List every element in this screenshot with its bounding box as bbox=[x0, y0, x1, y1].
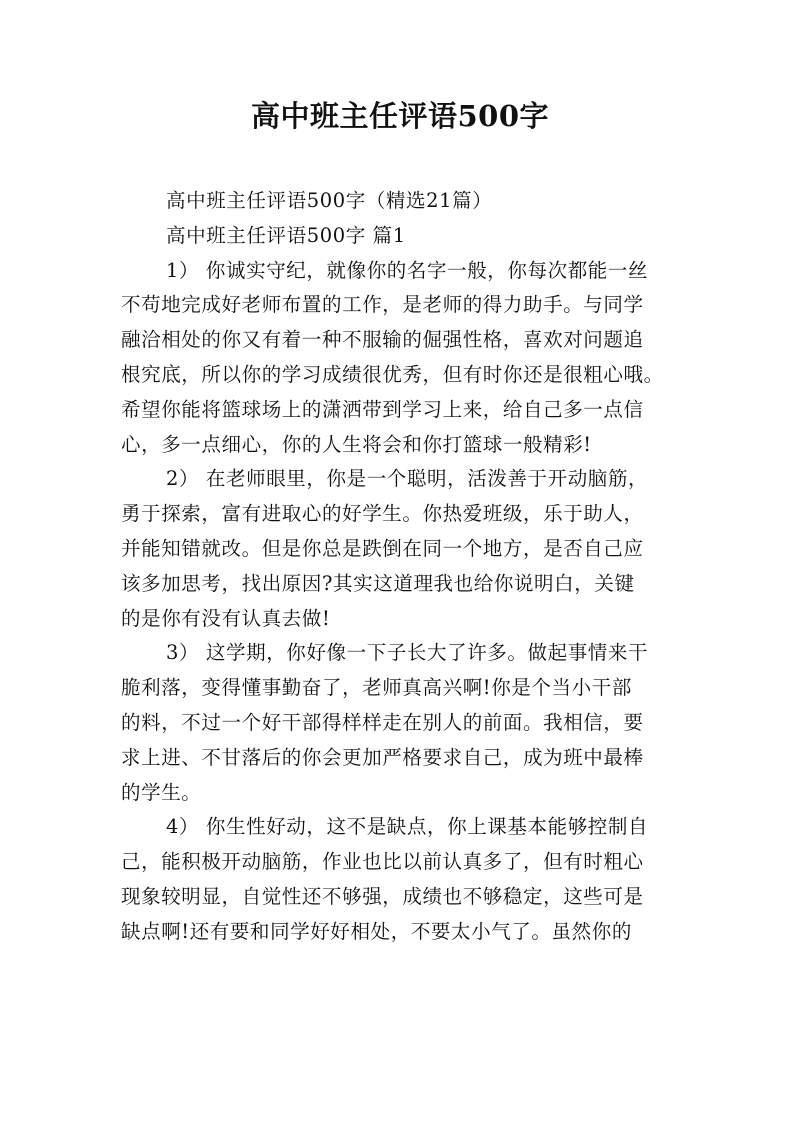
paragraph-line: 的学生。 bbox=[121, 780, 202, 804]
paragraph-line: 心，多一点细心，你的人生将会和你打篮球一般精彩! bbox=[121, 432, 592, 456]
paragraph-3 bbox=[121, 636, 686, 810]
paragraph-line: 该多加思考，找出原因?其实这道理我也给你说明白，关键 bbox=[121, 571, 635, 595]
paragraph-line: 现象较明显，自觉性还不够强，成绩也不够稳定，这些可是 bbox=[121, 884, 644, 908]
paragraph-2 bbox=[121, 462, 686, 636]
paragraph-line: 脆利落，变得懂事勤奋了，老师真高兴啊!你是个当小干部 bbox=[121, 676, 632, 700]
paragraph-line: 并能知错就改。但是你总是跌倒在同一个地方，是否自己应 bbox=[121, 536, 644, 560]
paragraph-line: 1） 你诚实守纪，就像你的名字一般，你每次都能一丝 bbox=[166, 258, 649, 282]
paragraph-4 bbox=[121, 810, 686, 949]
paragraph-line: 的料，不过一个好干部得样样走在别人的前面。我相信，要 bbox=[121, 710, 644, 734]
document-title: 高中班主任评语500字 bbox=[250, 99, 550, 133]
paragraph-line: 3） 这学期，你好像一下子长大了许多。做起事情来干 bbox=[166, 641, 649, 665]
paragraph-line: 根究底，所以你的学习成绩很优秀，但有时你还是很粗心哦。 bbox=[121, 362, 664, 386]
document-subtitle: 高中班主任评语500字（精选21篇） bbox=[166, 189, 493, 212]
paragraph-line: 希望你能将篮球场上的潇洒带到学习上来，给自己多一点信 bbox=[121, 397, 644, 421]
section-heading: 高中班主任评语500字 篇1 bbox=[166, 223, 406, 247]
paragraph-line: 融洽相处的你又有着一种不服输的倔强性格，喜欢对问题追 bbox=[121, 328, 644, 352]
document-body bbox=[121, 184, 686, 950]
paragraph-line: 己，能积极开动脑筋，作业也比以前认真多了，但有时粗心 bbox=[121, 850, 644, 874]
paragraph-line: 求上进、不甘落后的你会更加严格要求自己，成为班中最棒 bbox=[121, 745, 644, 769]
paragraph-1 bbox=[121, 254, 686, 463]
paragraph-line: 的是你有没有认真去做! bbox=[121, 606, 331, 630]
paragraph-line: 不苟地完成好老师布置的工作，是老师的得力助手。与同学 bbox=[121, 293, 644, 317]
paragraph-line: 缺点啊!还有要和同学好好相处，不要太小气了。虽然你的 bbox=[121, 919, 632, 943]
paragraph-line: 4） 你生性好动，这不是缺点，你上课基本能够控制自 bbox=[166, 815, 649, 839]
paragraph-line: 2） 在老师眼里，你是一个聪明，活泼善于开动脑筋， bbox=[166, 467, 649, 491]
paragraph-line: 勇于探索，富有进取心的好学生。你热爱班级，乐于助人， bbox=[121, 502, 644, 526]
